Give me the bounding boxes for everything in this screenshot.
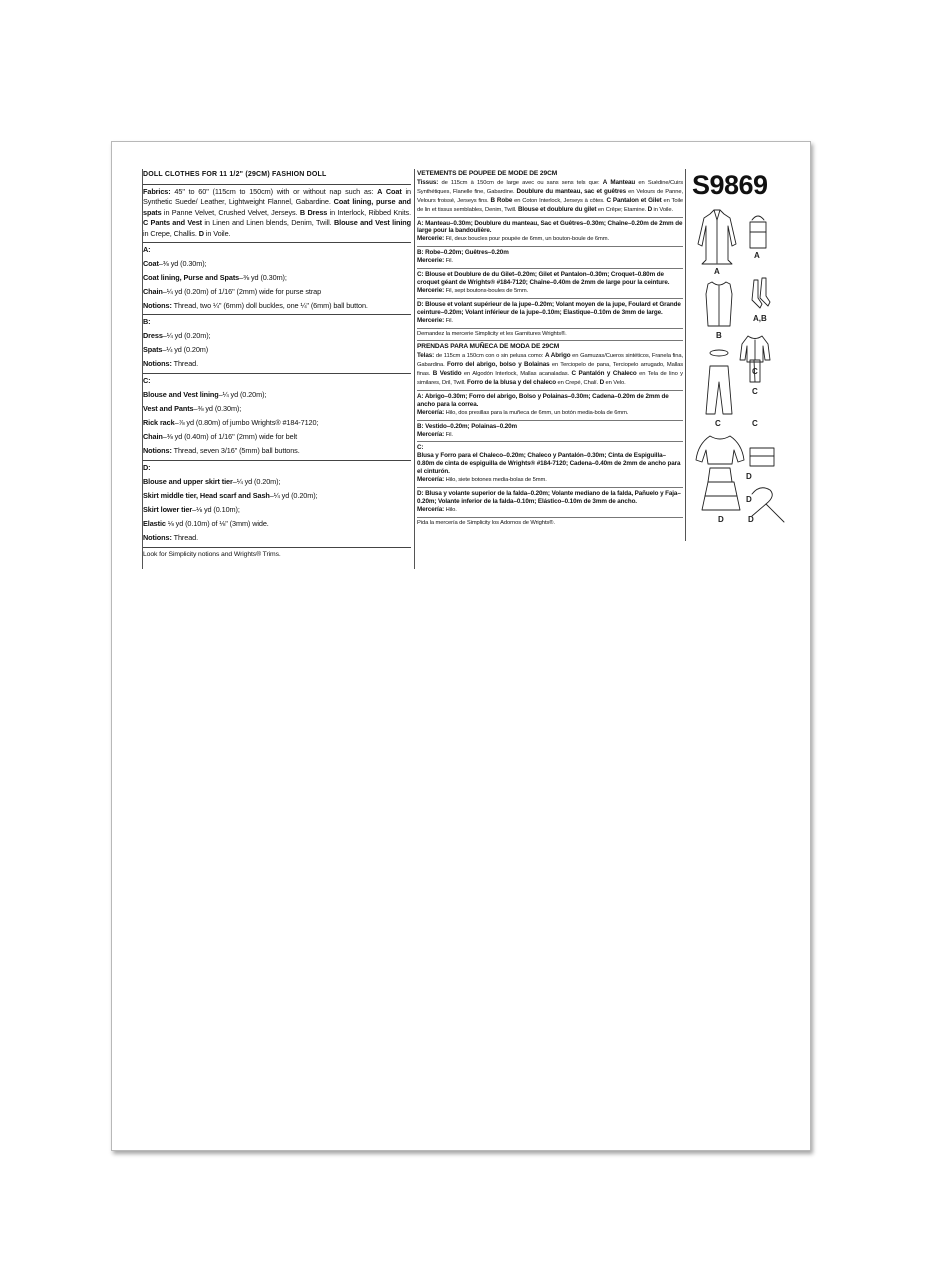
requirement-line: C: Blouse et Doublure de du Gilet–0.20m; Gilet et Pantalon–0.30m; Croquet–0.80m de croquet géant de Wrights® #184-7120; Chaîne–0.40m de 2mm de large pour la ceinture. — [417, 271, 670, 286]
requirement-text: –¼ yd (0.20m) of 1/16" (2mm) wide for purse strap — [162, 286, 322, 296]
french-spanish-column — [417, 170, 683, 528]
tiered-skirt-drawing — [702, 468, 740, 510]
requirement-text: Thread. — [171, 359, 199, 369]
notions-text: Hilo, dos presillas para la muñeca de 6mm, un botón media-bola de 6mm. — [444, 409, 629, 416]
requirement-line — [143, 259, 411, 270]
fabrics-text: in Interlock, Ribbed Knits. — [327, 207, 411, 217]
garment-line-drawings — [690, 204, 802, 544]
divider — [143, 460, 411, 461]
requirement-text: Thread, seven 3/16" (5mm) ball buttons. — [171, 446, 300, 456]
fabrics-label: Tissus: — [417, 178, 439, 186]
fabrics-label: Telas: — [417, 352, 435, 360]
requirement-name: Spats — [143, 345, 163, 355]
line-drawings-svg — [690, 204, 802, 544]
sash-drawing — [752, 488, 784, 522]
requirement-line — [143, 404, 411, 415]
fabrics-text: en Algodón Interlock, Mallas acanaladas. — [461, 371, 572, 378]
fabrics-view-label: C Pantalon et Gilet — [606, 196, 662, 204]
hat-drawing — [710, 350, 728, 356]
pants-drawing — [706, 366, 732, 414]
divider — [417, 328, 683, 329]
fabrics-text: en Coton Interlock, Jerseys à côtes. — [512, 197, 607, 204]
fabrics-text: en Terciopelo de pana, Terciopelo arrugado, Mallas finas. — [417, 362, 683, 378]
divider — [417, 268, 683, 269]
requirement-text: –¼ yd (0.20m); — [269, 491, 318, 501]
requirement-line — [143, 301, 411, 312]
notions-label: Mercería: — [417, 430, 445, 438]
fabrics-view-label: Forro del abrigo, bolso y Bolainas — [447, 361, 550, 369]
notions-text: Hilo, siete botones media-bolas de 5mm. — [444, 477, 547, 484]
spanish-footer: Pida la mercería de Simplicity los Adornos de Wrights®. — [417, 519, 555, 526]
french-notions-a — [417, 235, 683, 244]
requirement-line — [143, 359, 411, 370]
view-label-d: D — [746, 472, 752, 481]
spanish-view-d — [417, 490, 683, 506]
divider — [143, 242, 411, 243]
requirement-name: Notions: — [143, 533, 172, 543]
view-label-c: C — [752, 387, 758, 396]
fabrics-view-label: C Pants and Vest — [143, 218, 202, 228]
spanish-view-c-label — [417, 444, 683, 452]
requirement-name: Rick rack — [143, 418, 175, 428]
french-view-b — [417, 249, 683, 257]
notions-label: Mercerie: — [417, 257, 445, 265]
requirement-name: Chain — [143, 432, 163, 442]
fabrics-text: en Gamuzas/Cueros sintéticos, Franela fina, Gabardina. — [417, 353, 683, 369]
fabrics-text: in Voile. — [652, 206, 673, 213]
view-label-d: D — [748, 515, 754, 524]
pattern-envelope-back — [111, 141, 811, 1151]
notions-text: Fil. — [444, 317, 453, 324]
notions-text: Fil, sept boutons-boules de 5mm. — [444, 287, 529, 294]
fabrics-text: in Voile. — [203, 228, 231, 238]
section-label-c: C: — [417, 444, 424, 452]
notions-text: Fil, deux boucles pour poupée de 6mm, un bouton-boule de 6mm. — [444, 236, 610, 243]
requirement-text: –⅜ yd (0.30m); — [239, 272, 287, 282]
fabrics-text: en Velours de Panne, Velours froissé, Jerseys fins. — [417, 188, 683, 204]
spats-drawing — [752, 278, 770, 308]
requirement-line — [143, 390, 411, 401]
requirement-name: Notions: — [143, 446, 172, 456]
notions-label: Mercería: — [417, 408, 445, 416]
spanish-notions-c — [417, 476, 683, 485]
divider — [417, 217, 683, 218]
requirement-line: A: Abrigo–0.30m; Forro del abrigo, Bolso y Polainas–0.30m; Cadena–0.20m de 2mm de ancho para la correa. — [417, 392, 669, 408]
fabrics-view-label: B Dress — [299, 207, 328, 217]
requirement-line: A: Manteau–0.30m; Doublure du manteau, Sac et Guêtres–0.30m; Chaîne–0.20m de 2mm de large pour la bandoulière. — [417, 219, 683, 235]
requirement-name: Notions: — [143, 300, 172, 310]
divider — [417, 487, 683, 488]
requirement-text: –⅞ yd (0.80m) of jumbo Wrights® #184-7120; — [174, 418, 319, 428]
requirement-line — [143, 491, 411, 502]
fabrics-text: de 115cm a 150cm con o sin pelusa como: — [434, 353, 545, 360]
french-footer: Demandez la mercerie Simplicity et les Garnitures Wrights®. — [417, 330, 567, 337]
requirement-name: Blouse and Vest lining — [143, 390, 219, 400]
fabrics-view-label: D — [647, 205, 653, 213]
french-view-c — [417, 271, 683, 287]
view-label-c: C — [752, 419, 758, 428]
purse-drawing — [750, 216, 766, 248]
view-label-c: C — [715, 419, 721, 428]
requirement-line — [143, 533, 411, 544]
french-notions-c — [417, 287, 683, 296]
fabrics-text: de 115cm à 150cm de large avec ou sans sens tels que: — [438, 179, 603, 186]
fabrics-text: in Synthetic Suede/ Leather, Lightweight Flannel, Gabardine. — [143, 186, 411, 207]
notions-label: Mercerie: — [417, 286, 445, 294]
spanish-notions-d — [417, 506, 683, 515]
fabrics-view-label: D — [198, 228, 204, 238]
divider — [417, 246, 683, 247]
requirement-line — [143, 477, 411, 488]
requirement-line: B: Vestido–0.20m; Polainas–0.20m — [417, 422, 518, 430]
requirement-name: Coat lining, Purse and Spats — [143, 272, 240, 282]
section-label-a: A: — [143, 244, 151, 254]
requirement-line — [143, 505, 411, 516]
fabrics-text: en Crepé, Chalí. — [555, 380, 600, 387]
view-label-d: D — [718, 515, 724, 524]
spanish-view-b — [417, 423, 683, 431]
blouse-drawing — [740, 336, 770, 362]
notions-label: Mercerie: — [417, 235, 445, 243]
requirement-text: –⅜ yd (0.30m); — [158, 258, 207, 268]
fabrics-label: Fabrics: — [143, 186, 171, 196]
view-label-b: B — [716, 331, 722, 340]
section-label-d: D: — [143, 463, 151, 473]
requirement-text: –¼ yd (0.20m) — [162, 345, 209, 355]
requirement-text: ⅛ yd (0.10m) of ⅛" (3mm) wide. — [165, 519, 269, 529]
requirement-text: –⅜ yd (0.40m) of 1/16" (2mm) wide for belt — [162, 432, 298, 442]
french-view-d — [417, 301, 683, 317]
fabrics-view-label: A Coat — [377, 186, 402, 196]
requirement-name: Blouse and upper skirt tier — [143, 477, 233, 487]
requirement-text: –¼ yd (0.20m); — [218, 390, 267, 400]
divider — [417, 420, 683, 421]
fabrics-text: in Linen and Linen blends, Denim, Twill. — [201, 218, 334, 228]
fabrics-view-label: C Pantalón y Chaleco — [571, 370, 637, 378]
fabrics-view-label: Doublure du manteau, sac et guêtres — [516, 187, 627, 195]
spanish-title: PRENDAS PARA MUÑECA DE MODA DE 29CM — [417, 343, 560, 351]
requirement-text: –¼ yd (0.20m); — [232, 477, 281, 487]
fabrics-text: en Tela de lino y similares, Dril, Twill. — [417, 371, 683, 387]
divider — [143, 184, 411, 185]
english-footer: Look for Simplicity notions and Wrights® Trims. — [143, 551, 281, 559]
section-label-c: C: — [143, 376, 151, 386]
view-label-c: C — [752, 367, 758, 376]
notions-label: Mercerie: — [417, 316, 445, 324]
spanish-notions-b — [417, 431, 683, 440]
notions-text: Hilo. — [444, 506, 457, 513]
french-fabrics — [417, 179, 683, 215]
requirement-name: Notions: — [143, 359, 172, 369]
divider — [417, 517, 683, 518]
divider — [417, 340, 683, 341]
requirement-line — [143, 331, 411, 342]
english-title: DOLL CLOTHES FOR 11 1/2" (29CM) FASHION DOLL — [143, 171, 327, 178]
divider — [143, 373, 411, 374]
divider — [143, 547, 411, 548]
french-title: VETEMENTS DE POUPEE DE MODE DE 29CM — [417, 170, 558, 177]
requirement-name: Skirt lower tier — [143, 505, 193, 515]
fabrics-view-label: B Robe — [490, 196, 513, 204]
divider — [417, 390, 683, 391]
divider — [417, 298, 683, 299]
requirement-name: Vest and Pants — [143, 404, 194, 414]
fabrics-text: in Panne Velvet, Crushed Velvet, Jerseys. — [161, 207, 300, 217]
english-fabrics — [143, 187, 411, 240]
notions-label: Mercería: — [417, 476, 445, 484]
pattern-number: S9869 — [692, 170, 768, 200]
column-divider — [685, 169, 686, 541]
spanish-view-a — [417, 393, 683, 409]
fabrics-view-label: D — [599, 379, 605, 387]
fabrics-view-label: A Abrigo — [544, 352, 571, 360]
requirement-name: Coat — [143, 258, 159, 268]
dress-drawing — [706, 282, 732, 326]
requirement-line — [143, 432, 411, 443]
requirement-line: D: Blouse et volant supérieur de la jupe–0.20m; Volant moyen de la jupe, Foulard et Grande ceinture–0.20m; Volant inférieur de la jupe–0.10m; Elastique–0.10m de 3mm de large. — [417, 300, 681, 316]
requirement-line — [143, 287, 411, 298]
requirement-name: Chain — [143, 286, 163, 296]
requirement-text: –⅜ yd (0.30m); — [193, 404, 242, 414]
requirement-line — [143, 446, 411, 457]
french-view-a — [417, 220, 683, 236]
notions-label: Mercería: — [417, 505, 445, 513]
fabrics-text: en Crêpe; Etamine. — [596, 206, 648, 213]
fabrics-view-label: Coat lining, purse and spats — [143, 197, 411, 217]
notions-text: Fil. — [444, 258, 453, 265]
requirement-line: D: Blusa y volante superior de la falda–0.20m; Volante mediano de la falda, Pañuelo y Faja–0.20m; Volante inferior de la falda–0.10m; Elástico–0.10m de 3mm de ancho. — [417, 490, 681, 505]
requirement-line — [143, 345, 411, 356]
divider — [417, 441, 683, 442]
column-divider — [414, 169, 415, 569]
view-label-d: D — [746, 495, 752, 504]
english-column — [143, 170, 411, 564]
requirement-line: Blusa y Forro para el Chaleco–0.20m; Chaleco y Pantalón–0.30m; Cinta de Espiguilla–0.80m de cinta de espiguilla de Wrights® #184-7120; Cadena–0.40m de 2mm de ancho para el cinturón. — [417, 452, 681, 476]
requirement-name: Skirt middle tier, Head scarf and Sash — [143, 491, 270, 501]
requirement-name: Elastic — [143, 519, 166, 529]
fabrics-text: in Crepe, Challis. — [143, 228, 199, 238]
spanish-fabrics — [417, 352, 683, 388]
requirement-text: –¼ yd (0.20m); — [162, 331, 211, 341]
requirement-line: B: Robe–0.20m; Guêtres–0.20m — [417, 249, 509, 257]
view-label-a: A — [714, 267, 720, 276]
requirement-name: Dress — [143, 331, 163, 341]
requirement-line — [143, 273, 411, 284]
spanish-notions-a — [417, 409, 683, 418]
requirement-text: Thread. — [171, 533, 199, 543]
fabrics-view-label: Forro de la blusa y del chaleco — [467, 379, 556, 387]
notions-text: Fil. — [444, 431, 453, 438]
fabrics-text: 45" to 60" (115cm to 150cm) with or without nap such as: — [170, 186, 378, 196]
fabrics-view-label: B Vestido — [432, 370, 462, 378]
french-notions-b — [417, 257, 683, 266]
view-label-a: A — [754, 251, 760, 260]
spanish-view-c — [417, 452, 683, 476]
section-label-b: B: — [143, 317, 151, 327]
head-scarf-drawing — [750, 448, 774, 466]
fabrics-text: en Suédine/Cuirs Synthétiques, Flanelle fine, Gabardine. — [417, 179, 683, 195]
requirement-text: –⅛ yd (0.10m); — [192, 505, 240, 515]
fabrics-view-label: A Manteau — [602, 178, 636, 186]
view-label-ab: A,B — [753, 314, 767, 323]
fabrics-view-label: Blouse et doublure du gilet — [517, 205, 597, 213]
peasant-blouse-drawing — [696, 436, 744, 464]
coat-drawing — [698, 210, 736, 264]
requirement-line — [143, 519, 411, 530]
fabrics-text: en Toile de lin et tissus semblables, Denim, Twill. — [417, 197, 683, 213]
french-notions-d — [417, 317, 683, 326]
requirement-line — [143, 418, 411, 429]
divider — [143, 314, 411, 315]
fabrics-view-label: Blouse and Vest lining — [333, 218, 411, 228]
requirement-text: Thread, two ¼" (6mm) doll buckles, one ¼" (6mm) ball button. — [171, 300, 368, 310]
fabrics-text: en Velo. — [604, 380, 626, 387]
